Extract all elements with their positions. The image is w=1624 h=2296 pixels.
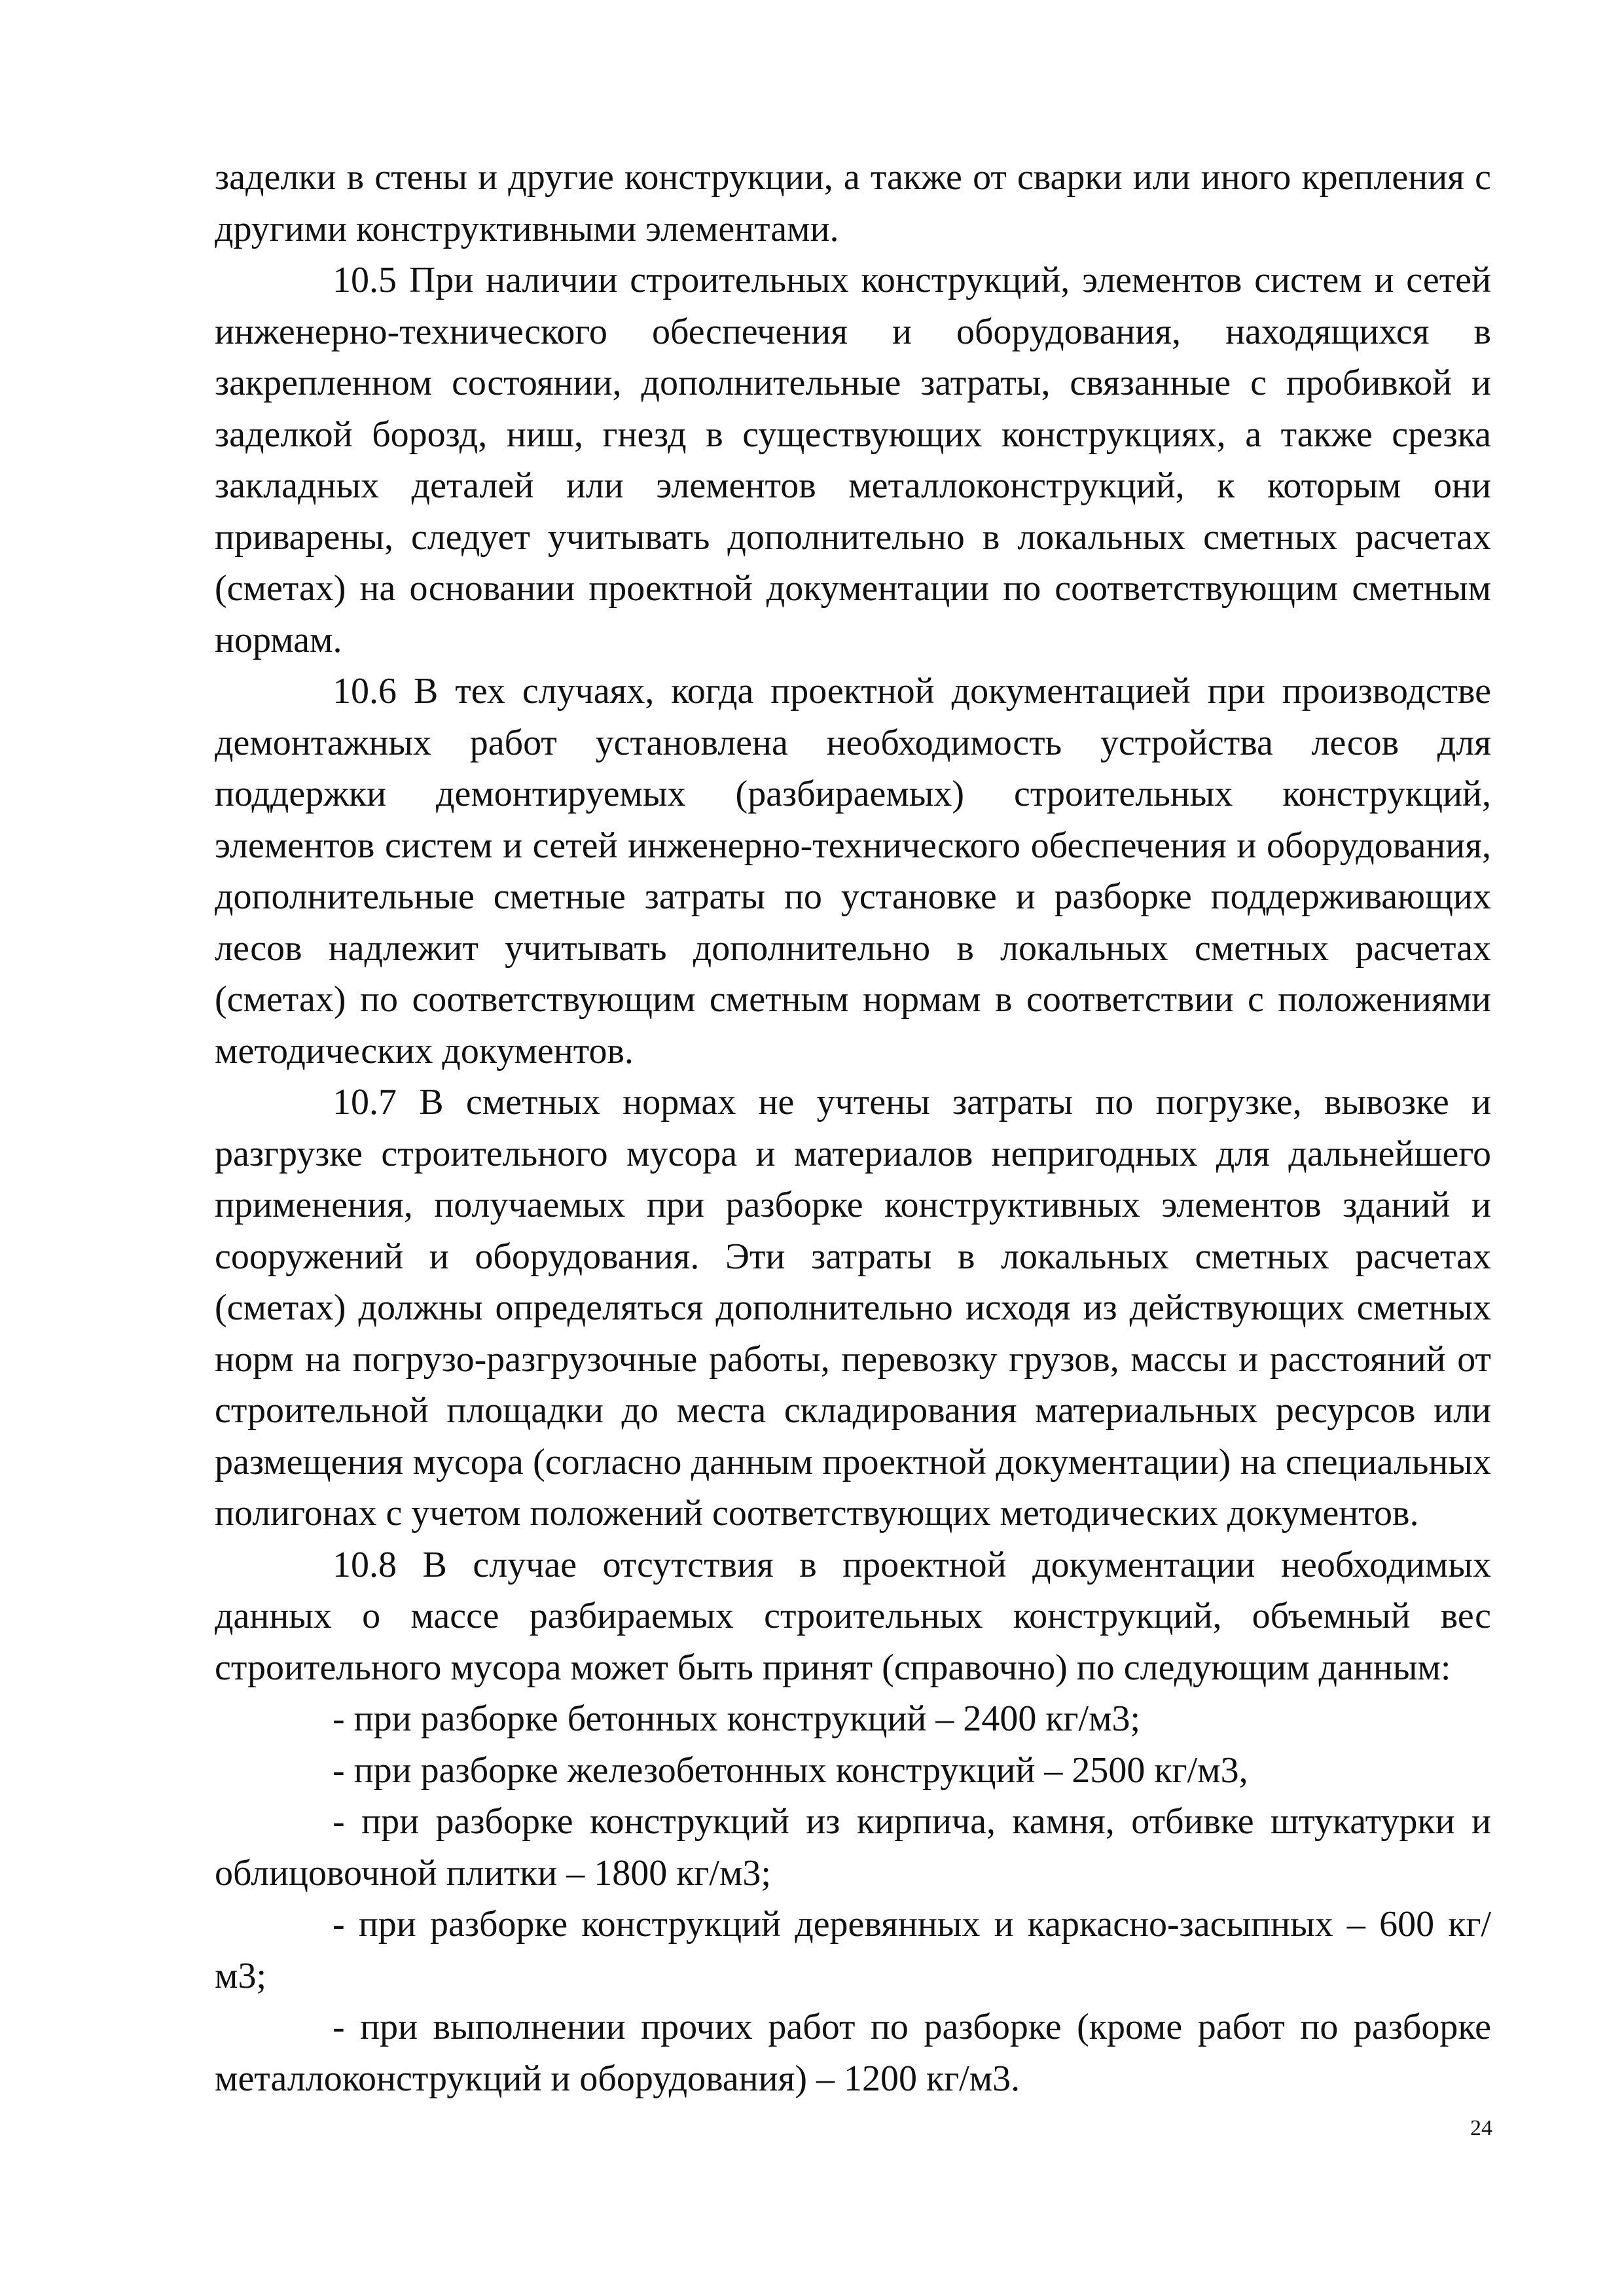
list-item-other-works: - при выполнении прочих работ по разборке (кроме работ по разборке металлоконструкций и оборудования) – 1200 кг/м3. (215, 2007, 1491, 2099)
page-number: 24 (1470, 2116, 1492, 2140)
paragraph-10-5: 10.5 При наличии строительных конструкций, элементов систем и сетей инженерно-технического обеспечения и оборудования, находящихся в закрепленном состоянии, дополнительные затраты, связанные с пробивкой и заделкой борозд, ниш, гнезд в существующих конструкциях, а также срезка закладных деталей или элементов металлоконструкций, к которым они приварены, следует учитывать дополнительно в локальных сметных расчетах (сметах) на основании проектной документации по соответствующим сметным нормам. (215, 260, 1491, 660)
paragraph-10-6: 10.6 В тех случаях, когда проектной документацией при производстве демонтажных работ установлена необходимость устройства лесов для поддержки демонтируемых (разбираемых) строительных конструкций, элементов систем и сетей инженерно-технического обеспечения и оборудования, дополнительные сметные затраты по установке и разборке поддерживающих лесов надлежит учитывать дополнительно в локальных сметных расчетах (сметах) по соответствующим сметным нормам в соответствии с положениями методических документов. (215, 671, 1491, 1071)
list-item-brick-stone: - при разборке конструкций из кирпича, камня, отбивке штукатурки и облицовочной плитки – 1800 кг/м3; (215, 1801, 1491, 1893)
list-item-wooden: - при разборке конструкций деревянных и каркасно-засыпных – 600 кг/м3; (215, 1904, 1491, 1996)
list-item-concrete: - при разборке бетонных конструкций – 2400 кг/м3; (333, 1698, 1141, 1739)
paragraph-10-7: 10.7 В сметных нормах не учтены затраты по погрузке, вывозке и разгрузке строительного мусора и материалов непригодных для дальнейшего применения, получаемых при разборке конструктивных элементов зданий и сооружений и оборудования. Эти затраты в локальных сметных расчетах (сметах) должны определяться дополнительно исходя из действующих сметных норм на погрузо-разгрузочные работы, перевозку грузов, массы и расстояний от строительной площадки до места складирования материальных ресурсов или размещения мусора (согласно данным проектной документации) на специальных полигонах с учетом положений соответствующих методических документов. (215, 1082, 1491, 1534)
paragraph-10-8: 10.8 В случае отсутствия в проектной документации необходимых данных о массе разбираемых строительных конструкций, объемный вес строительного мусора может быть принят (справочно) по следующим данным: (215, 1544, 1491, 1688)
paragraph-continuation: заделки в стены и другие конструкции, а также от сварки или иного крепления с другими конструктивными элементами. (215, 157, 1491, 249)
document-body (215, 152, 1491, 2104)
list-item-reinforced-concrete: - при разборке железобетонных конструкций – 2500 кг/м3, (333, 1749, 1248, 1791)
